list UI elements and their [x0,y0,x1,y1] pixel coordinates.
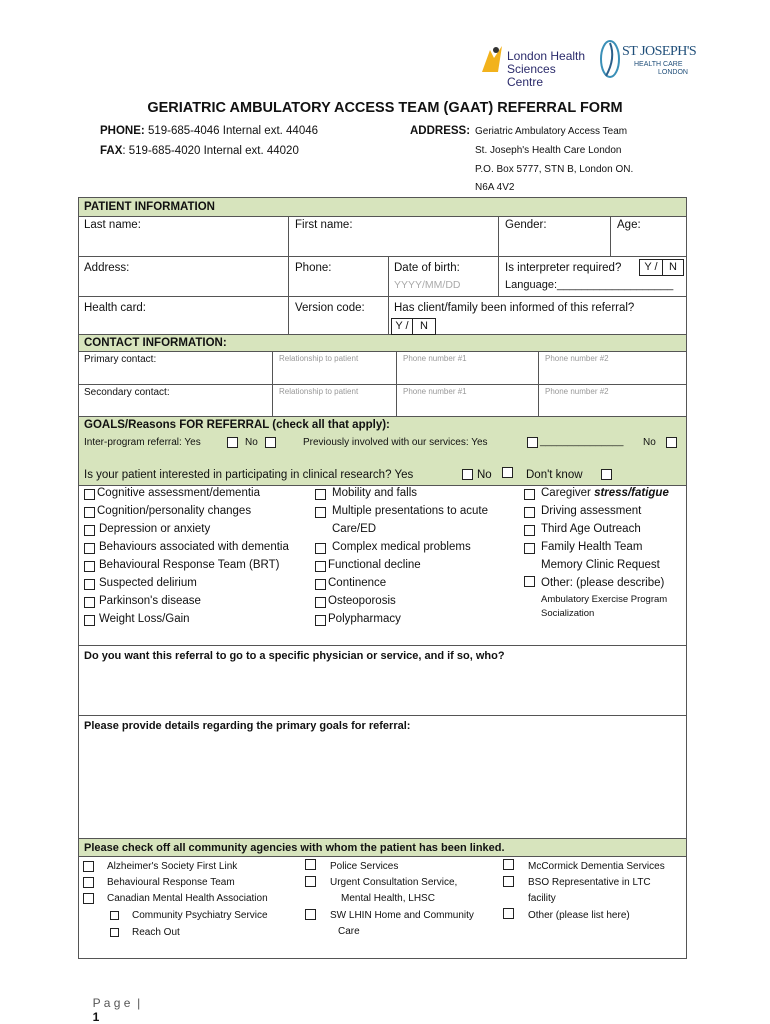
primary-phone2-field[interactable]: Phone number #2 [545,354,609,363]
fax-row [100,145,299,157]
goal-label-polypharmacy: Polypharmacy [328,613,401,625]
goal-label-complex: Complex medical problems [332,541,471,553]
goal-label-other: Other: (please describe) [541,577,665,589]
informed-no[interactable]: N [412,318,436,335]
agencies-title: Please check off all community agencies with whom the patient has been linked. [84,842,505,854]
inter-program-label: Inter-program referral: Yes [84,437,201,448]
phone-label: PHONE: [100,125,145,137]
interpreter-yes[interactable]: Y / [639,259,663,276]
address-line-2: St. Joseph's Health Care London [475,145,622,156]
health-card-label: Health card: [84,302,147,314]
fax-label: FAX [100,145,123,157]
primary-goals-answer-field[interactable] [84,738,682,834]
goal-checkbox-delirium[interactable] [84,579,95,590]
patient-info-title: PATIENT INFORMATION [84,201,215,213]
goal-checkbox-weight[interactable] [84,615,95,626]
goal-checkbox-behaviours[interactable] [84,543,95,554]
st-josephs-logo-icon [598,38,622,80]
goal-checkbox-functional[interactable] [315,561,326,572]
goal-checkbox-complex[interactable] [315,543,326,554]
agency-checkbox-reach-out[interactable] [110,928,119,937]
primary-relationship-field[interactable]: Relationship to patient [279,354,359,363]
goal-label-mobility: Mobility and falls [332,487,418,499]
goal-other-socialization: Socialization [541,608,595,619]
informed-label: Has client/family been informed of this referral? [394,302,635,314]
agency-label-alzheimers: Alzheimer's Society First Link [107,861,238,872]
lhsc-logo-icon [480,44,504,74]
goal-label-functional: Functional decline [328,559,421,571]
goal-label-weight: Weight Loss/Gain [99,613,190,625]
lhsc-name-line2: Sciences Centre [507,62,556,89]
goal-label-driving: Driving assessment [541,505,642,517]
goal-checkbox-cognition[interactable] [84,507,95,518]
goal-checkbox-multiple[interactable] [315,507,326,518]
page-title: GERIATRIC AMBULATORY ACCESS TEAM (GAAT) REFERRAL FORM [147,100,623,116]
address-line-4: N6A 4V2 [475,182,515,193]
agency-label-lhin-2: Care [338,926,360,937]
secondary-phone1-field[interactable]: Phone number #1 [403,387,467,396]
address-field-label: Address: [84,262,130,274]
goal-checkbox-polypharmacy[interactable] [315,615,326,626]
agency-checkbox-community-psych[interactable] [110,911,119,920]
research-yes-checkbox[interactable] [462,469,473,480]
goal-label-brt: Behavioural Response Team (BRT) [99,559,280,571]
address-line-3: P.O. Box 5777, STN B, London ON. [475,164,634,175]
agency-checkbox-police[interactable] [305,859,316,870]
informed-yes[interactable]: Y / [391,318,413,335]
last-name-field[interactable] [84,234,284,252]
language-label[interactable]: Language:___________________ [505,279,674,291]
goal-checkbox-family-health[interactable] [524,543,535,554]
st-josephs-sub2: LONDON [658,69,688,76]
goal-label-third-age: Third Age Outreach [541,523,641,535]
agency-label-cmha: Canadian Mental Health Association [107,893,268,904]
agency-checkbox-mccormick[interactable] [503,859,514,870]
previously-involved-yes-checkbox[interactable] [527,437,538,448]
physician-question: Do you want this referral to go to a specific physician or service, and if so, who? [84,650,505,662]
goal-checkbox-other[interactable] [524,576,535,587]
goals-title: GOALS/Reasons FOR REFERRAL (check all that apply): [84,419,390,431]
goal-label-depression: Depression or anxiety [99,523,211,535]
goal-label-parkinsons: Parkinson's disease [99,595,201,607]
goal-label-delirium: Suspected delirium [99,577,197,589]
gender-label: Gender: [505,219,547,231]
phone-field-label: Phone: [295,262,332,274]
caregiver-text: Caregiver [541,487,595,499]
research-dont-know-label: Don't know [526,469,583,481]
st-josephs-sub1: HEALTH CARE [634,61,683,68]
agency-checkbox-brt[interactable] [83,877,94,888]
address-line-1: Geriatric Ambulatory Access Team [475,126,628,137]
goal-label-cognitive: Cognitive assessment/dementia [97,487,260,499]
agency-checkbox-other[interactable] [503,908,514,919]
goal-label-continence: Continence [328,577,387,589]
agency-label-bso-2: facility [528,893,556,904]
previously-involved-no-label: No [643,437,656,448]
goal-label-behaviours: Behaviours associated with dementia [99,541,289,553]
st-josephs-logo [598,38,698,84]
phone-value: 519-685-4046 Internal ext. 44046 [147,125,319,137]
goal-checkbox-continence[interactable] [315,579,326,590]
agency-label-reach-out: Reach Out [132,927,180,938]
dob-label: Date of birth: [394,262,460,274]
agency-checkbox-urgent[interactable] [305,876,316,887]
caregiver-emphasis: stress/fatigue [594,487,669,499]
phone-row [100,125,318,137]
goal-label-family-health: Family Health Team [541,541,643,553]
goal-checkbox-cognitive[interactable] [84,489,95,500]
research-no-checkbox[interactable] [502,467,513,478]
page-number: 1 [92,1010,100,1024]
agency-label-mccormick: McCormick Dementia Services [528,861,665,872]
st-josephs-name: ST JOSEPH'S [622,44,697,59]
contact-info-title: CONTACT INFORMATION: [84,337,227,349]
page-footer [86,982,140,1024]
goal-other-exercise: Ambulatory Exercise Program [541,594,668,605]
goal-checkbox-parkinsons[interactable] [84,597,95,608]
primary-goals-question: Please provide details regarding the primary goals for referral: [84,720,411,732]
previously-involved-no-checkbox[interactable] [666,437,677,448]
goal-checkbox-brt[interactable] [84,561,95,572]
interpreter-no[interactable]: N [662,259,684,276]
fax-value: : 519-685-4020 Internal ext. 44020 [122,145,299,157]
primary-phone1-field[interactable]: Phone number #1 [403,354,467,363]
goal-label-memory-clinic: Memory Clinic Request [541,559,660,571]
physician-answer-field[interactable] [84,668,682,712]
interpreter-label: Is interpreter required? [505,262,622,274]
lhsc-logo [480,44,590,89]
goal-label-osteoporosis: Osteoporosis [328,595,396,607]
agency-checkbox-lhin[interactable] [305,909,316,920]
secondary-relationship-field[interactable]: Relationship to patient [279,387,359,396]
goal-checkbox-osteoporosis[interactable] [315,597,326,608]
previously-involved-line[interactable]: _______________ [540,436,624,447]
agency-checkbox-alzheimers[interactable] [83,861,94,872]
first-name-label: First name: [295,219,353,231]
goal-checkbox-depression[interactable] [84,525,95,536]
first-name-field[interactable] [295,234,493,252]
goal-label-caregiver [541,487,669,499]
agency-checkbox-cmha[interactable] [83,893,94,904]
secondary-phone2-field[interactable]: Phone number #2 [545,387,609,396]
inter-program-yes-checkbox[interactable] [227,437,238,448]
agency-label-lhin: SW LHIN Home and Community [330,910,474,921]
goal-checkbox-mobility[interactable] [315,489,326,500]
dob-placeholder[interactable]: YYYY/MM/DD [394,279,461,291]
inter-program-no-checkbox[interactable] [265,437,276,448]
research-label: Is your patient interested in participating in clinical research? Yes [84,469,414,481]
lhsc-name-line1: London Health [507,49,586,63]
goal-checkbox-caregiver[interactable] [524,489,535,500]
agency-label-community-psych: Community Psychiatry Service [132,910,268,921]
agency-label-other: Other (please list here) [528,910,630,921]
goal-label-cognition: Cognition/personality changes [97,505,252,517]
agency-label-urgent: Urgent Consultation Service, [330,877,458,888]
secondary-contact-label: Secondary contact: [84,387,170,398]
address-label: ADDRESS: [410,125,471,137]
agency-label-brt: Behavioural Response Team [107,877,235,888]
research-dont-know-checkbox[interactable] [601,469,612,480]
page-label: P a g e | [92,996,141,1010]
research-no-label: No [477,469,492,481]
agency-checkbox-bso[interactable] [503,876,514,887]
last-name-label: Last name: [84,219,141,231]
agency-label-police: Police Services [330,861,399,872]
agency-label-bso: BSO Representative in LTC [528,877,651,888]
goal-label-care-ed: Care/ED [332,523,377,535]
agency-label-urgent-2: Mental Health, LHSC [341,893,435,904]
version-code-label: Version code: [295,302,365,314]
primary-contact-label: Primary contact: [84,354,157,365]
goal-checkbox-driving[interactable] [524,507,535,518]
goal-label-multiple: Multiple presentations to acute [332,505,488,517]
age-label: Age: [617,219,641,231]
goal-checkbox-third-age[interactable] [524,525,535,536]
inter-program-no-label: No [245,437,258,448]
previously-involved-label: Previously involved with our services: Yes [303,437,488,448]
